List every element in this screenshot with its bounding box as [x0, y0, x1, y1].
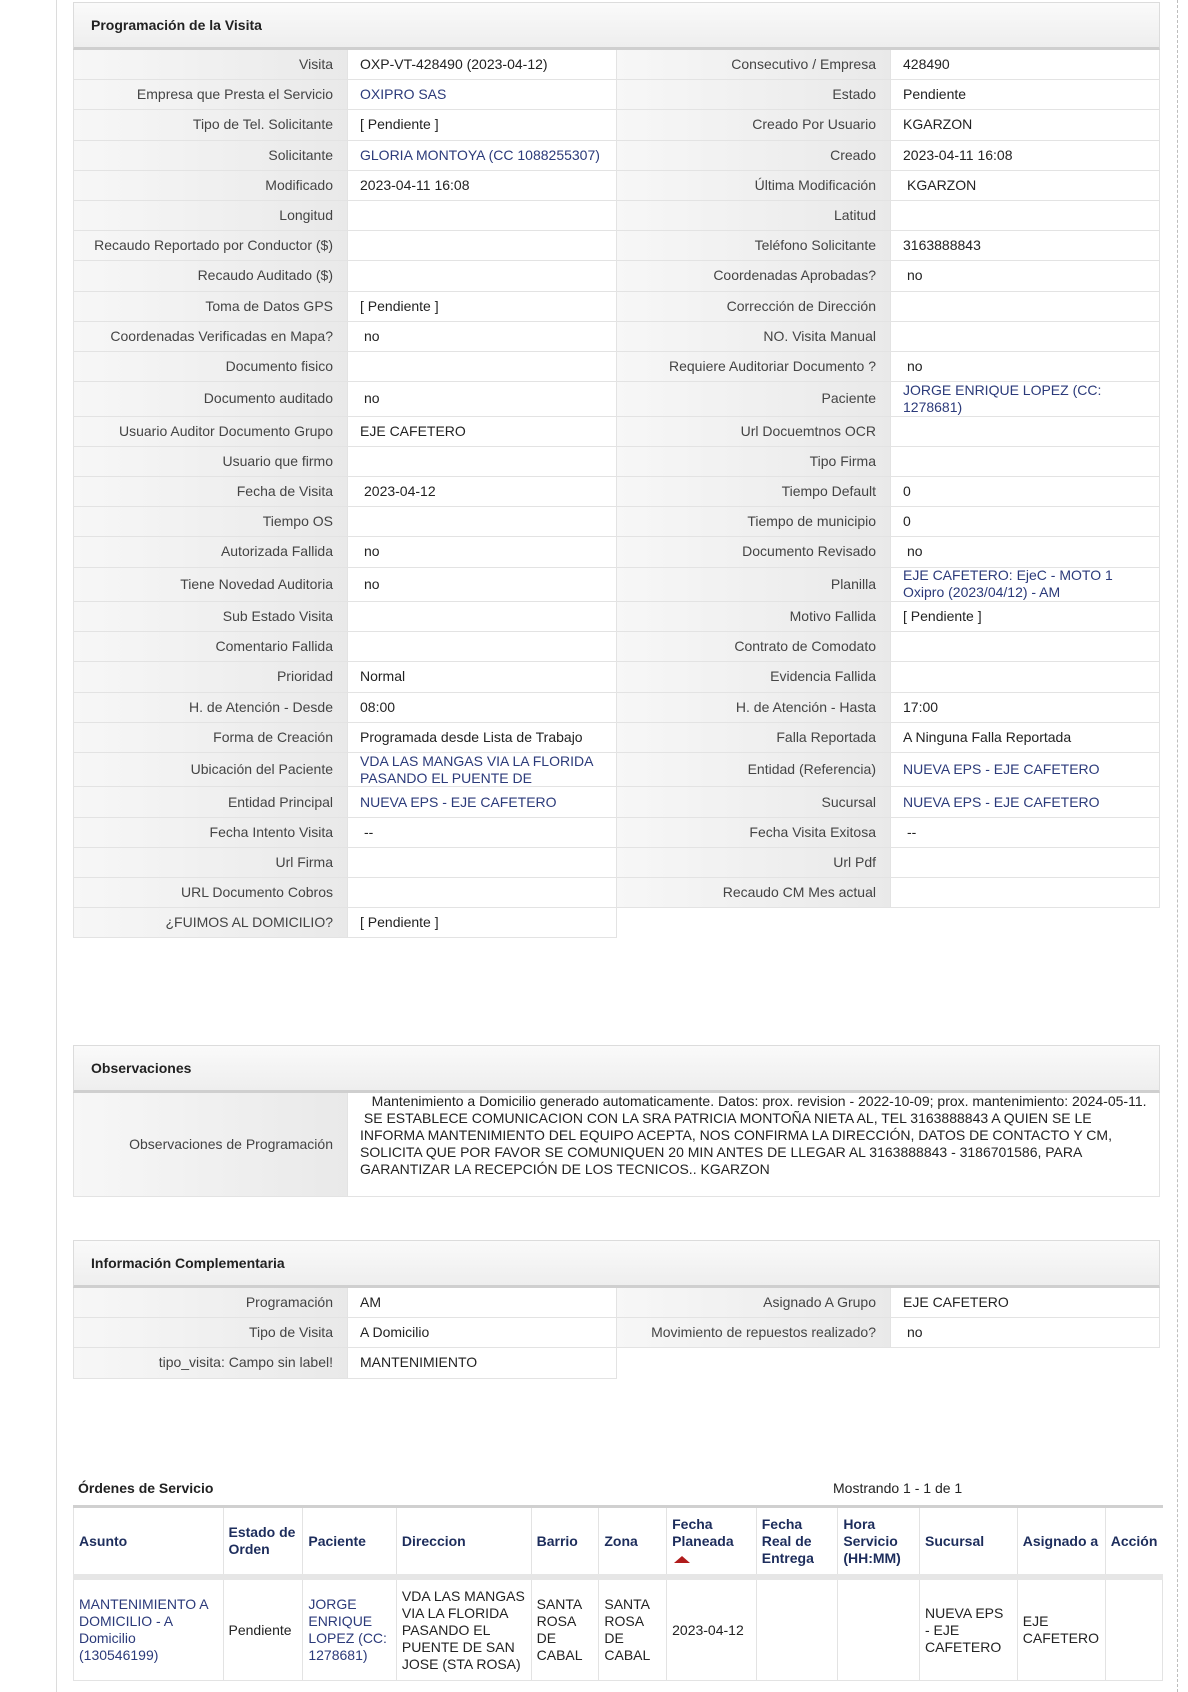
field-label-recaudo-reportado-por-conductor: Recaudo Reportado por Conductor ($): [73, 231, 347, 261]
observations-label: Observaciones de Programación: [73, 1093, 347, 1197]
field-label-url-documento-cobros: URL Documento Cobros: [73, 878, 347, 908]
field-value-autorizada-fallida: no: [347, 537, 617, 567]
order-address: VDA LAS MANGAS VIA LA FLORIDA PASANDO EL PUENTE DE SAN JOSE (STA ROSA): [396, 1577, 531, 1681]
field-value-programacion: AM: [347, 1288, 617, 1318]
order-delivery-date: [756, 1577, 838, 1681]
field-label-empresa-que-presta-el-servicio: Empresa que Presta el Servicio: [73, 80, 347, 110]
field-value-creado-por-usuario: KGARZON: [890, 110, 1160, 140]
field-value-tiempo-default: 0: [890, 477, 1160, 507]
field-value-documento-fisico: [347, 352, 617, 382]
field-value-url-firma: [347, 848, 617, 878]
field-label-fecha-de-visita: Fecha de Visita: [73, 477, 347, 507]
field-value-telefono-solicitante: 3163888843: [890, 231, 1160, 261]
field-value-sucursal[interactable]: NUEVA EPS - EJE CAFETERO: [890, 787, 1160, 817]
col-asignado[interactable]: Asignado a: [1017, 1507, 1105, 1578]
visit-programming-header: Programación de la Visita: [73, 2, 1160, 50]
sort-asc-icon[interactable]: [674, 1556, 690, 1563]
field-value-prioridad: Normal: [347, 662, 617, 692]
field-label-creado: Creado: [617, 141, 890, 171]
observations-text: [347, 1093, 1160, 1197]
field-label-url-docuemtnos-ocr: Url Docuemtnos OCR: [617, 417, 890, 447]
field-value-recaudo-auditado: [347, 261, 617, 291]
col-direccion[interactable]: Direccion: [396, 1507, 531, 1578]
field-value-no-visita-manual: [890, 322, 1160, 352]
field-value-latitud: [890, 201, 1160, 231]
field-label-estado: Estado: [617, 80, 890, 110]
field-label-empty: [617, 908, 890, 938]
field-label-planilla: Planilla: [617, 568, 890, 603]
field-value-consecutivo-empresa: 428490: [890, 50, 1160, 80]
col-estado[interactable]: Estado de Orden: [223, 1507, 303, 1578]
field-value-estado: Pendiente: [890, 80, 1160, 110]
field-value-creado: 2023-04-11 16:08: [890, 141, 1160, 171]
field-label-comentario-fallida: Comentario Fallida: [73, 632, 347, 662]
field-value-paciente[interactable]: JORGE ENRIQUE LOPEZ (CC: 1278681): [890, 382, 1160, 417]
table-row: [74, 1577, 1163, 1681]
field-value-evidencia-fallida: [890, 662, 1160, 692]
field-label-tiempo-os: Tiempo OS: [73, 507, 347, 537]
field-value-tiempo-de-municipio: 0: [890, 507, 1160, 537]
field-value-tipo-de-visita: A Domicilio: [347, 1318, 617, 1348]
field-label-contrato-de-comodato: Contrato de Comodato: [617, 632, 890, 662]
field-label-tiene-novedad-auditoria: Tiene Novedad Auditoria: [73, 568, 347, 603]
visit-programming-panel: [73, 2, 1160, 938]
field-value-url-pdf: [890, 848, 1160, 878]
col-zona[interactable]: Zona: [599, 1507, 667, 1578]
observations-header: Observaciones: [73, 1045, 1160, 1093]
field-value-usuario-auditor-documento-grupo: EJE CAFETERO: [347, 417, 617, 447]
field-value-correccion-de-direccion: [890, 292, 1160, 322]
field-value-empty: [890, 908, 1160, 938]
order-status: Pendiente: [223, 1577, 303, 1681]
field-value-url-documento-cobros: [347, 878, 617, 908]
order-zone: SANTA ROSA DE CABAL: [599, 1577, 667, 1681]
field-label-motivo-fallida: Motivo Fallida: [617, 602, 890, 632]
field-label-url-pdf: Url Pdf: [617, 848, 890, 878]
field-label-evidencia-fallida: Evidencia Fallida: [617, 662, 890, 692]
field-label-latitud: Latitud: [617, 201, 890, 231]
field-label-sub-estado-visita: Sub Estado Visita: [73, 602, 347, 632]
field-label-prioridad: Prioridad: [73, 662, 347, 692]
field-label-tipo-visita-campo-sin-label: tipo_visita: Campo sin label!: [73, 1348, 347, 1378]
field-label-paciente: Paciente: [617, 382, 890, 417]
field-value-h-de-atencion-hasta: 17:00: [890, 693, 1160, 723]
field-value-documento-revisado: no: [890, 537, 1160, 567]
field-value-falla-reportada: A Ninguna Falla Reportada: [890, 723, 1160, 753]
field-label-telefono-solicitante: Teléfono Solicitante: [617, 231, 890, 261]
service-orders-title: Órdenes de Servicio: [78, 1480, 214, 1496]
order-patient-link[interactable]: JORGE ENRIQUE LOPEZ (CC: 1278681): [303, 1577, 397, 1681]
field-label-ubicacion-del-paciente: Ubicación del Paciente: [73, 753, 347, 788]
service-orders-header-row: [74, 1507, 1163, 1578]
field-label-usuario-que-firmo: Usuario que firmo: [73, 447, 347, 477]
field-value-coordenadas-aprobadas: no: [890, 261, 1160, 291]
order-subject-link[interactable]: MANTENIMIENTO A DOMICILIO - A Domicilio (130546199): [74, 1577, 224, 1681]
field-label-movimiento-de-repuestos-realizado: Movimiento de repuestos realizado?: [617, 1318, 890, 1348]
field-value-tiempo-os: [347, 507, 617, 537]
field-value-entidad-principal[interactable]: NUEVA EPS - EJE CAFETERO: [347, 787, 617, 817]
observations-panel: [73, 1045, 1160, 1197]
observations-text-note: SE ESTABLECE COMUNICACION CON LA SRA PATRICIA MONTOÑA NIETA AL, TEL 3163888843 A QUIEN SE LE INFORMA MANTENIMIENTO DEL EQUIPO ACEPTA, NOS CONFIRMA LA DIRECCIÓN, DATOS DE CONTACTO Y CM, SOLICITA QUE POR FAVOR SE COMUNIQUEN 20 MIN ANTES DE LLEGAR AL 3163888843 - 3186701586, PARA GARANTIZAR LA RECEPCIÓN DE LOS TECNICOS.. KGARZON: [360, 1110, 1116, 1177]
field-label-entidad-referencia: Entidad (Referencia): [617, 753, 890, 788]
field-value-coordenadas-verificadas-en-mapa: no: [347, 322, 617, 352]
field-value-planilla[interactable]: EJE CAFETERO: EjeC - MOTO 1 Oxipro (2023/04/12) - AM: [890, 568, 1160, 603]
field-label-documento-revisado: Documento Revisado: [617, 537, 890, 567]
field-value-longitud: [347, 201, 617, 231]
field-value-motivo-fallida: [ Pendiente ]: [890, 602, 1160, 632]
col-hora[interactable]: Hora Servicio (HH:MM): [838, 1507, 920, 1578]
left-rule: [56, 0, 57, 1692]
col-fecha-planeada-label: Fecha Planeada: [672, 1515, 734, 1549]
field-value-forma-de-creacion: Programada desde Lista de Trabajo: [347, 723, 617, 753]
field-value-fecha-de-visita: 2023-04-12: [347, 477, 617, 507]
field-value-empty: [890, 1348, 1160, 1378]
field-value-fecha-intento-visita: --: [347, 818, 617, 848]
field-label-tipo-firma: Tipo Firma: [617, 447, 890, 477]
field-label-tipo-de-tel-solicitante: Tipo de Tel. Solicitante: [73, 110, 347, 140]
field-label-falla-reportada: Falla Reportada: [617, 723, 890, 753]
field-label-usuario-auditor-documento-grupo: Usuario Auditor Documento Grupo: [73, 417, 347, 447]
field-label-forma-de-creacion: Forma de Creación: [73, 723, 347, 753]
field-label-modificado: Modificado: [73, 171, 347, 201]
field-value-h-de-atencion-desde: 08:00: [347, 693, 617, 723]
field-value-sub-estado-visita: [347, 602, 617, 632]
col-fecha-real[interactable]: Fecha Real de Entrega: [756, 1507, 838, 1578]
field-label-visita: Visita: [73, 50, 347, 80]
field-label-coordenadas-aprobadas: Coordenadas Aprobadas?: [617, 261, 890, 291]
visit-detail-grid: [73, 50, 1160, 938]
field-label-asignado-a-grupo: Asignado A Grupo: [617, 1288, 890, 1318]
field-label-toma-de-datos-gps: Toma de Datos GPS: [73, 292, 347, 322]
field-value-usuario-que-firmo: [347, 447, 617, 477]
order-assigned: EJE CAFETERO: [1017, 1577, 1105, 1681]
field-label-programacion: Programación: [73, 1288, 347, 1318]
field-value-recaudo-reportado-por-conductor: [347, 231, 617, 261]
field-label-ultima-modificacion: Última Modificación: [617, 171, 890, 201]
field-label-correccion-de-direccion: Corrección de Dirección: [617, 292, 890, 322]
field-label-h-de-atencion-desde: H. de Atención - Desde: [73, 693, 347, 723]
field-label-sucursal: Sucursal: [617, 787, 890, 817]
field-value-toma-de-datos-gps: [ Pendiente ]: [347, 292, 617, 322]
field-value-modificado: 2023-04-11 16:08: [347, 171, 617, 201]
field-label-documento-auditado: Documento auditado: [73, 382, 347, 417]
field-value-solicitante[interactable]: GLORIA MONTOYA (CC 1088255307): [347, 141, 617, 171]
field-label-solicitante: Solicitante: [73, 141, 347, 171]
col-sucursal[interactable]: Sucursal: [920, 1507, 1018, 1578]
field-value-contrato-de-comodato: [890, 632, 1160, 662]
field-value-ubicacion-del-paciente[interactable]: VDA LAS MANGAS VIA LA FLORIDA PASANDO EL PUENTE DE: [347, 753, 617, 788]
field-value-entidad-referencia[interactable]: NUEVA EPS - EJE CAFETERO: [890, 753, 1160, 788]
field-label-tiempo-de-municipio: Tiempo de municipio: [617, 507, 890, 537]
field-value-tiene-novedad-auditoria: no: [347, 568, 617, 603]
field-label-h-de-atencion-hasta: H. de Atención - Hasta: [617, 693, 890, 723]
service-orders-count: Mostrando 1 - 1 de 1: [833, 1480, 963, 1496]
field-value-fecha-visita-exitosa: --: [890, 818, 1160, 848]
col-fecha-planeada[interactable]: [667, 1507, 757, 1578]
field-value-url-docuemtnos-ocr: [890, 417, 1160, 447]
field-value-tipo-firma: [890, 447, 1160, 477]
field-label-empty: [617, 1348, 890, 1378]
field-value-requiere-auditoriar-documento: no: [890, 352, 1160, 382]
field-label-recaudo-cm-mes-actual: Recaudo CM Mes actual: [617, 878, 890, 908]
field-value-comentario-fallida: [347, 632, 617, 662]
field-label-creado-por-usuario: Creado Por Usuario: [617, 110, 890, 140]
field-label-url-firma: Url Firma: [73, 848, 347, 878]
field-label-coordenadas-verificadas-en-mapa: Coordenadas Verificadas en Mapa?: [73, 322, 347, 352]
field-value-asignado-a-grupo: EJE CAFETERO: [890, 1288, 1160, 1318]
order-planned-date: 2023-04-12: [667, 1577, 757, 1681]
col-asunto[interactable]: Asunto: [74, 1507, 224, 1578]
order-branch: NUEVA EPS - EJE CAFETERO: [920, 1577, 1018, 1681]
col-accion: Acción: [1105, 1507, 1162, 1578]
field-value-fuimos-al-domicilio: [ Pendiente ]: [347, 908, 617, 938]
field-label-autorizada-fallida: Autorizada Fallida: [73, 537, 347, 567]
field-label-fecha-visita-exitosa: Fecha Visita Exitosa: [617, 818, 890, 848]
complementary-info-header: Información Complementaria: [73, 1240, 1160, 1288]
field-value-movimiento-de-repuestos-realizado: no: [890, 1318, 1160, 1348]
field-label-requiere-auditoriar-documento: Requiere Auditoriar Documento ?: [617, 352, 890, 382]
order-neighborhood: SANTA ROSA DE CABAL: [531, 1577, 599, 1681]
observations-text-auto: Mantenimiento a Domicilio generado automaticamente. Datos: prox. revision - 2022-10-09; prox. mantenimiento: 2024-05-11.: [360, 1093, 1147, 1109]
field-label-documento-fisico: Documento fisico: [73, 352, 347, 382]
right-scroll-guide: [1177, 0, 1178, 1692]
complementary-info-grid: [73, 1288, 1160, 1379]
field-label-fecha-intento-visita: Fecha Intento Visita: [73, 818, 347, 848]
field-value-tipo-visita-campo-sin-label: MANTENIMIENTO: [347, 1348, 617, 1378]
field-label-no-visita-manual: NO. Visita Manual: [617, 322, 890, 352]
order-action[interactable]: [1105, 1577, 1162, 1681]
field-label-consecutivo-empresa: Consecutivo / Empresa: [617, 50, 890, 80]
field-label-entidad-principal: Entidad Principal: [73, 787, 347, 817]
col-barrio[interactable]: Barrio: [531, 1507, 599, 1578]
order-service-time: [838, 1577, 920, 1681]
col-paciente[interactable]: Paciente: [303, 1507, 397, 1578]
field-value-tipo-de-tel-solicitante: [ Pendiente ]: [347, 110, 617, 140]
service-orders-table: [73, 1505, 1163, 1681]
field-label-tiempo-default: Tiempo Default: [617, 477, 890, 507]
complementary-info-panel: [73, 1240, 1160, 1379]
field-value-visita: OXP-VT-428490 (2023-04-12): [347, 50, 617, 80]
field-label-fuimos-al-domicilio: ¿FUIMOS AL DOMICILIO?: [73, 908, 347, 938]
field-value-documento-auditado: no: [347, 382, 617, 417]
field-label-longitud: Longitud: [73, 201, 347, 231]
field-value-empresa-que-presta-el-servicio[interactable]: OXIPRO SAS: [347, 80, 617, 110]
field-label-recaudo-auditado: Recaudo Auditado ($): [73, 261, 347, 291]
field-value-ultima-modificacion: KGARZON: [890, 171, 1160, 201]
field-value-recaudo-cm-mes-actual: [890, 878, 1160, 908]
field-label-tipo-de-visita: Tipo de Visita: [73, 1318, 347, 1348]
